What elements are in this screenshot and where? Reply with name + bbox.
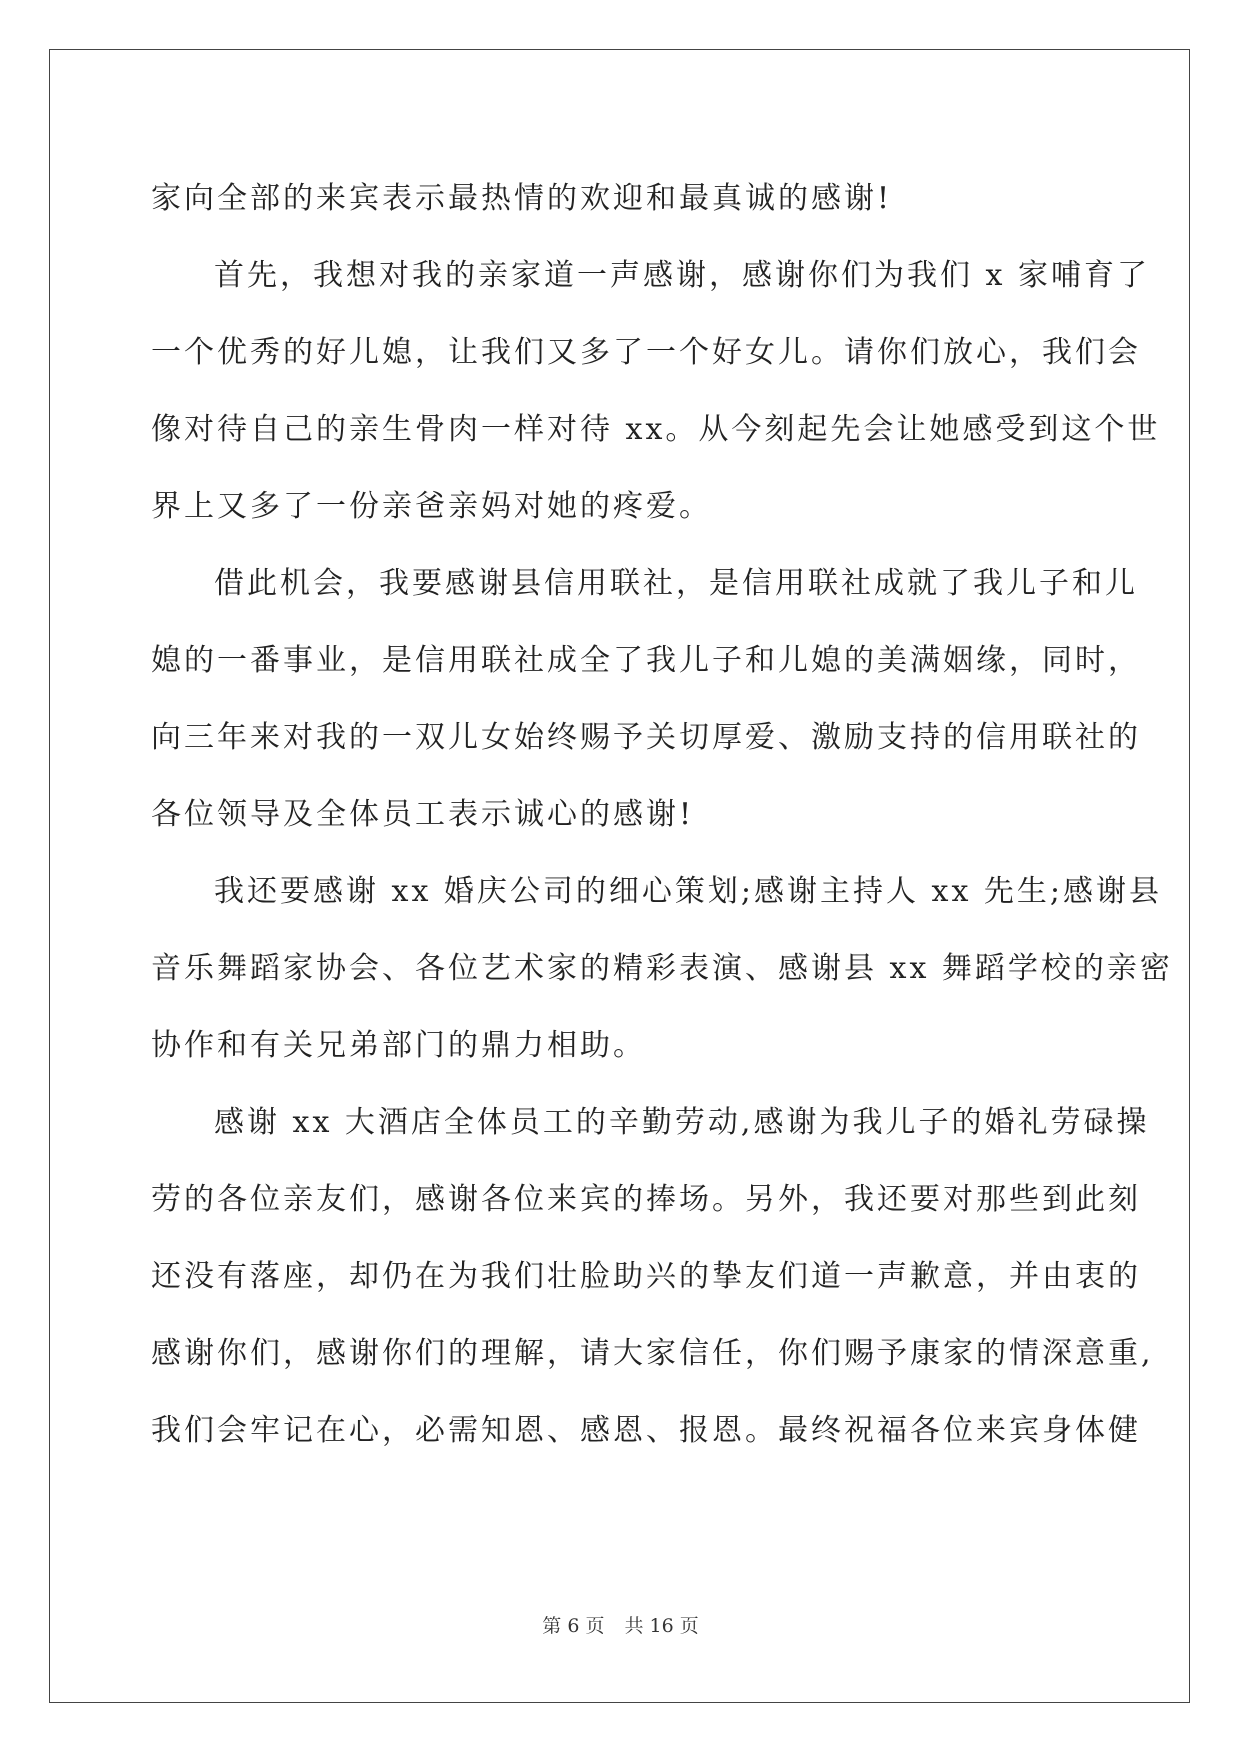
text-line-9: 各位领导及全体员工表示诚心的感谢! xyxy=(151,797,695,832)
text-line-8: 向三年来对我的一双儿女始终赐予关切厚爱、激励支持的信用联社的 xyxy=(151,720,1141,755)
document-body xyxy=(151,160,1173,1469)
text-line-17: 我们会牢记在心，必需知恩、感恩、报恩。最终祝福各位来宾身体健 xyxy=(151,1413,1141,1448)
text-line-14: 劳的各位亲友们，感谢各位来宾的捧场。另外，我还要对那些到此刻 xyxy=(151,1182,1141,1217)
text-line-15: 还没有落座，却仍在为我们壮脸助兴的挚友们道一声歉意，并由衷的 xyxy=(151,1259,1141,1294)
text-line-10: 我还要感谢 xx 婚庆公司的细心策划;感谢主持人 xx 先生;感谢县 xyxy=(214,874,1163,909)
page-total: 共 16 页 xyxy=(624,1615,699,1637)
text-line-11: 音乐舞蹈家协会、各位艺术家的精彩表演、感谢县 xx 舞蹈学校的亲密 xyxy=(151,951,1173,986)
text-line-16: 感谢你们，感谢你们的理解，请大家信任，你们赐予康家的情深意重, xyxy=(151,1336,1154,1371)
text-line-13: 感谢 xx 大酒店全体员工的辛勤劳动,感谢为我儿子的婚礼劳碌操 xyxy=(214,1105,1150,1140)
page-number: 第 6 页 xyxy=(542,1615,605,1637)
text-line-1: 家向全部的来宾表示最热情的欢迎和最真诚的感谢! xyxy=(151,181,893,216)
text-line-2: 首先，我想对我的亲家道一声感谢，感谢你们为我们 x 家哺育了 xyxy=(214,258,1150,293)
text-line-5: 界上又多了一份亲爸亲妈对她的疼爱。 xyxy=(151,489,712,524)
text-line-3: 一个优秀的好儿媳，让我们又多了一个好女儿。请你们放心，我们会 xyxy=(151,335,1141,370)
text-line-6: 借此机会，我要感谢县信用联社，是信用联社成就了我儿子和儿 xyxy=(214,566,1138,601)
text-line-7: 媳的一番事业，是信用联社成全了我儿子和儿媳的美满姻缘，同时， xyxy=(151,643,1141,678)
page-footer xyxy=(0,1613,1241,1639)
text-line-12: 协作和有关兄弟部门的鼎力相助。 xyxy=(151,1028,646,1063)
text-line-4: 像对待自己的亲生骨肉一样对待 xx。从今刻起先会让她感受到这个世 xyxy=(151,412,1161,447)
